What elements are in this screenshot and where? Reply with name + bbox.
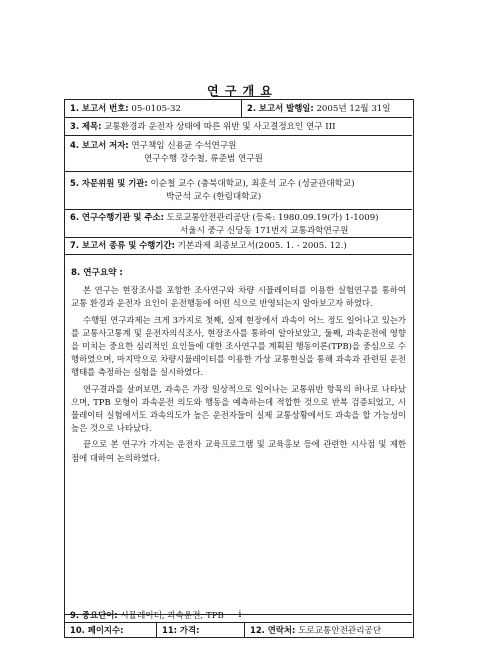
institution-label: 6. 연구수행기관 및 주소: — [70, 212, 164, 222]
issue-date-cell — [242, 100, 412, 117]
row-institution — [65, 210, 412, 238]
row-report-type — [65, 238, 412, 255]
contact-cell — [245, 623, 412, 637]
title-label: 3. 제목: — [70, 121, 102, 131]
summary-table — [64, 99, 414, 638]
abstract-paragraph: 끝으로 본 연구가 가지는 운전자 교육프로그램 및 교육홍보 등에 관련한 시사점 및 제한점에 대하여 논의하였다. — [71, 439, 406, 463]
row-footer-info — [65, 623, 412, 637]
issue-date-value: 2005년 12월 31일 — [316, 104, 391, 114]
title-underline — [212, 96, 270, 97]
issue-date-label: 2. 보고서 발행일: — [247, 103, 314, 113]
advisor-line-2: 박군석 교수 (한림대학교) — [166, 192, 262, 202]
row-advisors — [65, 172, 412, 210]
page-number: - i - — [232, 610, 248, 620]
abstract-heading: 8. 연구요약 : — [71, 268, 123, 278]
price-cell — [157, 623, 245, 637]
keywords-value: 시뮬레이터, 과속운전, TPB — [120, 611, 224, 621]
report-number-value: 05-0105-32 — [131, 104, 181, 114]
row-abstract — [65, 255, 412, 615]
advisors-label: 5. 자문위원 및 기관: — [70, 178, 148, 188]
abstract-paragraph: 수행된 연구과제는 크게 3가지로 첫째, 실제 현장에서 과속이 어느 정도 일어나고 있는가를 교통사고통계 및 운전자의식조사, 현장조사를 통하여 알아보았고, 둘째, 과속운전에 영향을 미치는 중요한 심리적인 요인들에 대한 조사연구를 계획된 행동이론(TPB)을 중심으로 수행하였으며, 마지막으로 차량시뮬레이터를 이용한 가상 교통현실을 통해 과속과 관련된 운전행태를 측정하는 실험을 실시하였다. — [71, 314, 406, 378]
report-type-value: 기본과제 최종보고서(2005. 1. - 2005. 12.) — [177, 241, 347, 251]
keywords-label: 9. 중요단어: — [70, 610, 118, 620]
institution-line-1: 도로교통안전관리공단 (등록: 1980.09.19(가) 1-1009) — [166, 213, 379, 223]
document-title: 연 구 개 요 — [207, 84, 273, 98]
report-number-cell — [65, 100, 242, 117]
row-report-info — [65, 100, 412, 118]
advisor-line-1: 이순철 교수 (충북대학교), 최훈석 교수 (성균관대학교) — [150, 179, 355, 189]
pages-label: 10. 페이지수: — [70, 625, 124, 635]
pages-cell — [65, 623, 157, 637]
institution-line-2: 서울시 중구 신당동 171번지 교통과학연구원 — [180, 226, 349, 236]
author-line-1: 연구책임 신용균 수석연구원 — [131, 141, 237, 151]
contact-value: 도로교통안전관리공단 — [298, 626, 382, 636]
row-title — [65, 118, 412, 136]
title-value: 교통환경과 운전자 상태에 따른 위반 및 사고결정요인 연구 III — [104, 122, 336, 132]
abstract-paragraph: 본 연구는 현장조사를 포함한 조사연구와 차량 시뮬레이터를 이용한 실험연구를 통하여 교통 환경과 운전자 요인이 운전행동에 어떤 식으로 반영되는지 알아보고자 하였다. — [71, 285, 406, 309]
report-number-label: 1. 보고서 번호: — [70, 103, 129, 113]
author-line-2: 연구수행 강수철, 류준범 연구원 — [144, 154, 263, 164]
contact-label: 12. 연락처: — [250, 625, 296, 635]
abstract-paragraph: 연구결과를 살펴보면, 과속은 가장 일상적으로 일어나는 교통위반 항목의 하나로 나타났으며, TPB 모형이 과속운전 의도와 행동을 예측하는데 적합한 것으로 반복 검증되었고, 시뮬레이터 실험에서도 과속의도가 높은 운전자들이 실제 교통상황에서도 과속을 할 가능성이 높은 것으로 나타났다. — [71, 383, 406, 434]
row-authors — [65, 136, 412, 172]
price-label: 11: 가격: — [162, 625, 200, 635]
report-type-label: 7. 보고서 종류 및 수행기간: — [70, 240, 175, 250]
authors-label: 4. 보고서 저자: — [70, 140, 129, 150]
